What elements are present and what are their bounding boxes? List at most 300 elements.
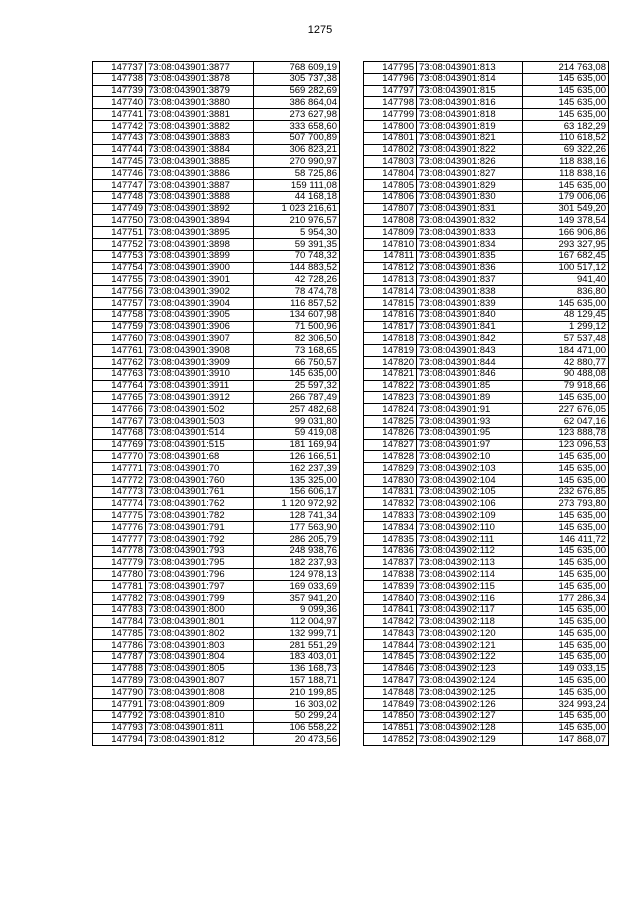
row-number: 147775 [93, 510, 146, 522]
row-number: 147773 [93, 486, 146, 498]
right-table [363, 61, 609, 746]
cadastral-number: 73:08:043901:831 [417, 203, 523, 215]
cadastral-number: 73:08:043901:3905 [146, 309, 254, 321]
cadastral-number: 73:08:043901:818 [417, 109, 523, 121]
row-number: 147758 [93, 309, 146, 321]
cadastral-value: 166 906,86 [523, 227, 609, 239]
cadastral-number: 73:08:043901:813 [417, 62, 523, 74]
table-row [364, 380, 609, 392]
table-row [364, 474, 609, 486]
row-number: 147800 [364, 120, 417, 132]
cadastral-number: 73:08:043901:3910 [146, 368, 254, 380]
table-row [364, 734, 609, 746]
table-row [364, 699, 609, 711]
row-number: 147771 [93, 463, 146, 475]
row-number: 147805 [364, 179, 417, 191]
cadastral-number: 73:08:043901:836 [417, 262, 523, 274]
cadastral-number: 73:08:043901:502 [146, 404, 254, 416]
table-row [93, 592, 340, 604]
row-number: 147760 [93, 333, 146, 345]
cadastral-number: 73:08:043901:3883 [146, 132, 254, 144]
cadastral-value: 123 888,78 [523, 427, 609, 439]
table-row [364, 132, 609, 144]
cadastral-number: 73:08:043901:514 [146, 427, 254, 439]
cadastral-value: 159 111,08 [254, 179, 340, 191]
cadastral-number: 73:08:043901:795 [146, 557, 254, 569]
cadastral-value: 145 635,00 [523, 85, 609, 97]
row-number: 147814 [364, 286, 417, 298]
cadastral-value: 69 322,26 [523, 144, 609, 156]
cadastral-number: 73:08:043901:3911 [146, 380, 254, 392]
row-number: 147848 [364, 687, 417, 699]
row-number: 147806 [364, 191, 417, 203]
table-row [93, 533, 340, 545]
table-row [93, 227, 340, 239]
row-number: 147765 [93, 392, 146, 404]
cadastral-number: 73:08:043902:128 [417, 722, 523, 734]
row-number: 147762 [93, 356, 146, 368]
cadastral-number: 73:08:043901:830 [417, 191, 523, 203]
right-table-body [364, 62, 609, 746]
table-row [364, 85, 609, 97]
table-row [93, 699, 340, 711]
cadastral-number: 73:08:043901:3877 [146, 62, 254, 74]
cadastral-value: 145 635,00 [523, 710, 609, 722]
row-number: 147852 [364, 734, 417, 746]
row-number: 147836 [364, 545, 417, 557]
cadastral-value: 42 728,26 [254, 274, 340, 286]
row-number: 147793 [93, 722, 146, 734]
table-row [364, 274, 609, 286]
cadastral-value: 145 635,00 [523, 510, 609, 522]
cadastral-value: 70 748,32 [254, 250, 340, 262]
table-row [93, 439, 340, 451]
cadastral-number: 73:08:043902:115 [417, 581, 523, 593]
row-number: 147829 [364, 463, 417, 475]
row-number: 147754 [93, 262, 146, 274]
cadastral-value: 257 482,68 [254, 404, 340, 416]
row-number: 147808 [364, 215, 417, 227]
cadastral-value: 106 558,22 [254, 722, 340, 734]
table-row [364, 687, 609, 699]
row-number: 147791 [93, 699, 146, 711]
row-number: 147772 [93, 474, 146, 486]
cadastral-number: 73:08:043901:810 [146, 710, 254, 722]
cadastral-number: 73:08:043901:515 [146, 439, 254, 451]
table-row [364, 97, 609, 109]
cadastral-number: 73:08:043901:3906 [146, 321, 254, 333]
cadastral-value: 507 700,89 [254, 132, 340, 144]
cadastral-number: 73:08:043902:10 [417, 451, 523, 463]
cadastral-number: 73:08:043902:106 [417, 498, 523, 510]
cadastral-value: 1 299,12 [523, 321, 609, 333]
cadastral-value: 44 168,18 [254, 191, 340, 203]
cadastral-value: 73 168,65 [254, 345, 340, 357]
row-number: 147841 [364, 604, 417, 616]
cadastral-value: 145 635,00 [523, 616, 609, 628]
cadastral-number: 73:08:043901:807 [146, 675, 254, 687]
table-row [93, 191, 340, 203]
cadastral-value: 58 725,86 [254, 168, 340, 180]
cadastral-number: 73:08:043901:811 [146, 722, 254, 734]
cadastral-number: 73:08:043902:105 [417, 486, 523, 498]
row-number: 147828 [364, 451, 417, 463]
cadastral-number: 73:08:043901:799 [146, 592, 254, 604]
cadastral-value: 145 635,00 [523, 640, 609, 652]
cadastral-number: 73:08:043901:808 [146, 687, 254, 699]
table-row [93, 286, 340, 298]
row-number: 147851 [364, 722, 417, 734]
table-row [364, 227, 609, 239]
cadastral-number: 73:08:043902:125 [417, 687, 523, 699]
cadastral-number: 73:08:043901:835 [417, 250, 523, 262]
table-row [364, 651, 609, 663]
cadastral-value: 136 168,73 [254, 663, 340, 675]
cadastral-number: 73:08:043901:3895 [146, 227, 254, 239]
table-row [93, 640, 340, 652]
table-row [93, 675, 340, 687]
cadastral-number: 73:08:043901:796 [146, 569, 254, 581]
row-number: 147849 [364, 699, 417, 711]
cadastral-number: 73:08:043901:3892 [146, 203, 254, 215]
cadastral-number: 73:08:043902:124 [417, 675, 523, 687]
cadastral-value: 167 682,45 [523, 250, 609, 262]
cadastral-value: 145 635,00 [523, 651, 609, 663]
cadastral-value: 145 635,00 [523, 463, 609, 475]
table-row [93, 581, 340, 593]
cadastral-value: 145 635,00 [254, 368, 340, 380]
cadastral-value: 145 635,00 [523, 687, 609, 699]
cadastral-number: 73:08:043901:809 [146, 699, 254, 711]
cadastral-number: 73:08:043901:815 [417, 85, 523, 97]
cadastral-number: 73:08:043901:803 [146, 640, 254, 652]
cadastral-value: 177 563,90 [254, 522, 340, 534]
row-number: 147838 [364, 569, 417, 581]
table-row [364, 333, 609, 345]
cadastral-value: 169 033,69 [254, 581, 340, 593]
cadastral-number: 73:08:043901:819 [417, 120, 523, 132]
cadastral-number: 73:08:043902:112 [417, 545, 523, 557]
cadastral-number: 73:08:043901:816 [417, 97, 523, 109]
row-number: 147810 [364, 238, 417, 250]
cadastral-value: 145 635,00 [523, 179, 609, 191]
cadastral-value: 59 391,35 [254, 238, 340, 250]
cadastral-value: 145 635,00 [523, 581, 609, 593]
cadastral-value: 62 047,16 [523, 415, 609, 427]
table-row [364, 710, 609, 722]
cadastral-number: 73:08:043901:85 [417, 380, 523, 392]
table-row [364, 191, 609, 203]
table-row [364, 545, 609, 557]
cadastral-number: 73:08:043901:797 [146, 581, 254, 593]
table-row [364, 510, 609, 522]
table-row [364, 628, 609, 640]
table-row [364, 297, 609, 309]
row-number: 147755 [93, 274, 146, 286]
cadastral-number: 73:08:043901:3887 [146, 179, 254, 191]
page-number: 1275 [307, 24, 333, 36]
row-number: 147781 [93, 581, 146, 593]
cadastral-value: 118 838,16 [523, 168, 609, 180]
table-row [93, 510, 340, 522]
table-row [93, 557, 340, 569]
table-row [93, 238, 340, 250]
table-row [93, 62, 340, 74]
cadastral-value: 248 938,76 [254, 545, 340, 557]
cadastral-value: 5 954,30 [254, 227, 340, 239]
row-number: 147741 [93, 109, 146, 121]
cadastral-number: 73:08:043902:116 [417, 592, 523, 604]
row-number: 147778 [93, 545, 146, 557]
cadastral-number: 73:08:043901:70 [146, 463, 254, 475]
table-row [93, 628, 340, 640]
cadastral-number: 73:08:043902:129 [417, 734, 523, 746]
cadastral-value: 181 169,94 [254, 439, 340, 451]
row-number: 147740 [93, 97, 146, 109]
row-number: 147779 [93, 557, 146, 569]
cadastral-number: 73:08:043901:503 [146, 415, 254, 427]
cadastral-value: 59 419,08 [254, 427, 340, 439]
cadastral-value: 145 635,00 [523, 97, 609, 109]
cadastral-number: 73:08:043901:3901 [146, 274, 254, 286]
table-row [364, 73, 609, 85]
table-row [364, 533, 609, 545]
table-row [93, 368, 340, 380]
row-number: 147768 [93, 427, 146, 439]
cadastral-value: 836,80 [523, 286, 609, 298]
cadastral-value: 135 325,00 [254, 474, 340, 486]
cadastral-value: 128 741,34 [254, 510, 340, 522]
cadastral-value: 90 488,08 [523, 368, 609, 380]
cadastral-value: 134 607,98 [254, 309, 340, 321]
table-row [93, 451, 340, 463]
cadastral-value: 179 006,06 [523, 191, 609, 203]
cadastral-number: 73:08:043902:120 [417, 628, 523, 640]
row-number: 147759 [93, 321, 146, 333]
row-number: 147739 [93, 85, 146, 97]
cadastral-value: 145 635,00 [523, 545, 609, 557]
table-row [93, 297, 340, 309]
row-number: 147782 [93, 592, 146, 604]
cadastral-value: 20 473,56 [254, 734, 340, 746]
cadastral-number: 73:08:043902:113 [417, 557, 523, 569]
row-number: 147818 [364, 333, 417, 345]
table-row [93, 710, 340, 722]
cadastral-value: 156 606,17 [254, 486, 340, 498]
row-number: 147837 [364, 557, 417, 569]
table-row [93, 73, 340, 85]
row-number: 147842 [364, 616, 417, 628]
cadastral-value: 145 635,00 [523, 297, 609, 309]
row-number: 147840 [364, 592, 417, 604]
cadastral-value: 306 823,21 [254, 144, 340, 156]
cadastral-number: 73:08:043901:841 [417, 321, 523, 333]
cadastral-number: 73:08:043901:833 [417, 227, 523, 239]
row-number: 147839 [364, 581, 417, 593]
row-number: 147817 [364, 321, 417, 333]
table-row [364, 250, 609, 262]
row-number: 147786 [93, 640, 146, 652]
row-number: 147832 [364, 498, 417, 510]
table-row [93, 380, 340, 392]
row-number: 147843 [364, 628, 417, 640]
cadastral-number: 73:08:043901:791 [146, 522, 254, 534]
row-number: 147826 [364, 427, 417, 439]
table-row [364, 663, 609, 675]
cadastral-number: 73:08:043902:114 [417, 569, 523, 581]
table-row [93, 545, 340, 557]
table-row [364, 109, 609, 121]
cadastral-value: 162 237,39 [254, 463, 340, 475]
row-number: 147807 [364, 203, 417, 215]
cadastral-value: 145 635,00 [523, 628, 609, 640]
table-row [364, 144, 609, 156]
table-row [364, 640, 609, 652]
table-row [364, 215, 609, 227]
cadastral-value: 145 635,00 [523, 675, 609, 687]
table-row [364, 522, 609, 534]
row-number: 147751 [93, 227, 146, 239]
cadastral-number: 73:08:043902:126 [417, 699, 523, 711]
row-number: 147753 [93, 250, 146, 262]
cadastral-value: 145 635,00 [523, 522, 609, 534]
cadastral-value: 116 857,52 [254, 297, 340, 309]
cadastral-value: 71 500,96 [254, 321, 340, 333]
table-row [93, 120, 340, 132]
table-row [93, 498, 340, 510]
row-number: 147845 [364, 651, 417, 663]
table-row [364, 286, 609, 298]
table-row [364, 439, 609, 451]
cadastral-number: 73:08:043901:3888 [146, 191, 254, 203]
cadastral-number: 73:08:043901:91 [417, 404, 523, 416]
table-row [93, 85, 340, 97]
cadastral-value: 1 023 216,61 [254, 203, 340, 215]
row-number: 147763 [93, 368, 146, 380]
table-row [93, 333, 340, 345]
cadastral-value: 941,40 [523, 274, 609, 286]
table-row [93, 415, 340, 427]
table-row [364, 168, 609, 180]
row-number: 147824 [364, 404, 417, 416]
cadastral-value: 232 676,85 [523, 486, 609, 498]
cadastral-number: 73:08:043901:3884 [146, 144, 254, 156]
cadastral-number: 73:08:043901:793 [146, 545, 254, 557]
cadastral-number: 73:08:043901:93 [417, 415, 523, 427]
table-row [93, 345, 340, 357]
cadastral-value: 177 286,34 [523, 592, 609, 604]
table-row [364, 309, 609, 321]
cadastral-number: 73:08:043901:822 [417, 144, 523, 156]
table-row [364, 415, 609, 427]
table-row [93, 356, 340, 368]
table-row [364, 569, 609, 581]
cadastral-value: 118 838,16 [523, 156, 609, 168]
table-row [93, 156, 340, 168]
row-number: 147799 [364, 109, 417, 121]
cadastral-value: 145 635,00 [523, 73, 609, 85]
row-number: 147825 [364, 415, 417, 427]
cadastral-number: 73:08:043901:3881 [146, 109, 254, 121]
cadastral-number: 73:08:043901:801 [146, 616, 254, 628]
cadastral-number: 73:08:043901:844 [417, 356, 523, 368]
row-number: 147764 [93, 380, 146, 392]
row-number: 147777 [93, 533, 146, 545]
cadastral-value: 79 918,66 [523, 380, 609, 392]
row-number: 147787 [93, 651, 146, 663]
cadastral-value: 214 763,08 [523, 62, 609, 74]
cadastral-value: 145 635,00 [523, 569, 609, 581]
table-row [364, 179, 609, 191]
cadastral-number: 73:08:043901:760 [146, 474, 254, 486]
cadastral-number: 73:08:043901:3907 [146, 333, 254, 345]
table-row [364, 62, 609, 74]
table-row [364, 463, 609, 475]
cadastral-number: 73:08:043901:800 [146, 604, 254, 616]
cadastral-value: 66 750,57 [254, 356, 340, 368]
row-number: 147789 [93, 675, 146, 687]
table-row [364, 675, 609, 687]
table-row [93, 616, 340, 628]
cadastral-value: 99 031,80 [254, 415, 340, 427]
table-row [364, 486, 609, 498]
row-number: 147834 [364, 522, 417, 534]
cadastral-number: 73:08:043901:3886 [146, 168, 254, 180]
cadastral-value: 286 205,79 [254, 533, 340, 545]
row-number: 147847 [364, 675, 417, 687]
cadastral-value: 227 676,05 [523, 404, 609, 416]
row-number: 147844 [364, 640, 417, 652]
table-row [93, 144, 340, 156]
table-row [364, 451, 609, 463]
cadastral-number: 73:08:043901:3912 [146, 392, 254, 404]
table-row [93, 262, 340, 274]
cadastral-number: 73:08:043902:118 [417, 616, 523, 628]
row-number: 147743 [93, 132, 146, 144]
table-row [93, 463, 340, 475]
cadastral-number: 73:08:043901:805 [146, 663, 254, 675]
cadastral-number: 73:08:043901:97 [417, 439, 523, 451]
cadastral-value: 333 658,60 [254, 120, 340, 132]
table-row [364, 120, 609, 132]
cadastral-value: 57 537,48 [523, 333, 609, 345]
cadastral-number: 73:08:043902:109 [417, 510, 523, 522]
row-number: 147819 [364, 345, 417, 357]
cadastral-number: 73:08:043901:838 [417, 286, 523, 298]
cadastral-number: 73:08:043902:110 [417, 522, 523, 534]
cadastral-number: 73:08:043901:832 [417, 215, 523, 227]
row-number: 147813 [364, 274, 417, 286]
row-number: 147796 [364, 73, 417, 85]
cadastral-number: 73:08:043902:111 [417, 533, 523, 545]
cadastral-number: 73:08:043901:3909 [146, 356, 254, 368]
row-number: 147783 [93, 604, 146, 616]
cadastral-value: 145 635,00 [523, 109, 609, 121]
cadastral-value: 145 635,00 [523, 722, 609, 734]
row-number: 147822 [364, 380, 417, 392]
cadastral-value: 293 327,95 [523, 238, 609, 250]
row-number: 147769 [93, 439, 146, 451]
cadastral-number: 73:08:043901:804 [146, 651, 254, 663]
cadastral-number: 73:08:043901:843 [417, 345, 523, 357]
cadastral-number: 73:08:043901:762 [146, 498, 254, 510]
cadastral-value: 48 129,45 [523, 309, 609, 321]
cadastral-value: 145 635,00 [523, 557, 609, 569]
row-number: 147749 [93, 203, 146, 215]
cadastral-number: 73:08:043901:812 [146, 734, 254, 746]
table-row [93, 321, 340, 333]
cadastral-number: 73:08:043902:103 [417, 463, 523, 475]
